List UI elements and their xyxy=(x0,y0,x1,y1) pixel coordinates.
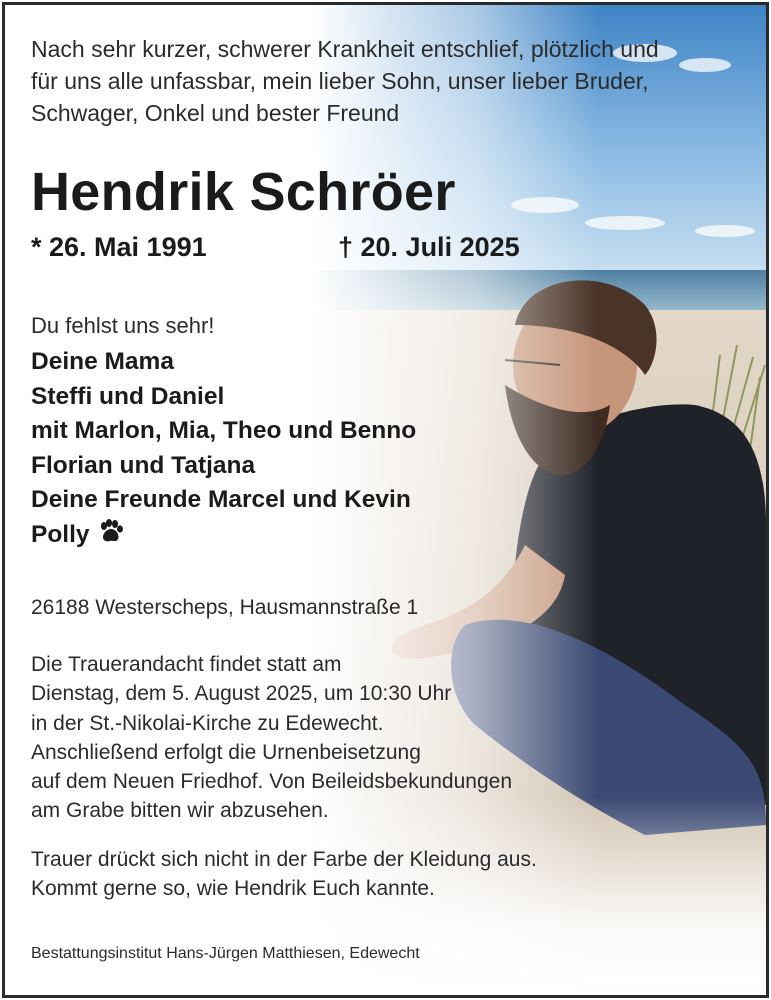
service-line: in der St.-Nikolai-Kirche zu Edewecht. xyxy=(31,711,384,735)
paw-print-icon xyxy=(98,518,124,555)
mourner-line: Deine Mama xyxy=(31,348,174,375)
funeral-home: Bestattungsinstitut Hans-Jürgen Matthiesen, Edewecht xyxy=(31,945,420,962)
service-info xyxy=(31,650,512,826)
mourner-line: Florian und Tatjana xyxy=(31,451,256,479)
service-line: auf dem Neuen Friedhof. Von Beileidsbekundungen xyxy=(31,770,513,794)
mourner-line: Deine Freunde Marcel und Kevin xyxy=(31,486,411,514)
intro-line: Nach sehr kurzer, schwerer Krankheit entschlief, plötzlich und xyxy=(31,36,659,62)
mourner-line: Steffi und Daniel xyxy=(31,382,225,410)
mourning-note xyxy=(31,845,537,904)
service-line: Anschließend erfolgt die Urnenbeisetzung xyxy=(31,740,421,764)
birth-date: * 26. Mai 1991 xyxy=(31,232,207,262)
mourning-line: Kommt gerne so, wie Hendrik Euch kannte. xyxy=(31,877,435,901)
mourners-list xyxy=(31,345,416,555)
death-date: † 20. Juli 2025 xyxy=(338,232,520,262)
missing-line: Du fehlst uns sehr! xyxy=(31,313,215,338)
intro-line: Schwager, Onkel und bester Freund xyxy=(31,100,400,126)
mourner-line: mit Marlon, Mia, Theo und Benno xyxy=(31,417,417,445)
obituary-notice xyxy=(2,2,769,998)
service-line: am Grabe bitten wir abzusehen. xyxy=(31,799,329,823)
mourning-line: Trauer drückt sich nicht in der Farbe der Kleidung aus. xyxy=(31,848,537,871)
intro-line: für uns alle unfassbar, mein lieber Sohn, unser lieber Bruder, xyxy=(31,68,649,94)
service-line: Die Trauerandacht findet statt am xyxy=(31,653,342,676)
address: 26188 Westerscheps, Hausmannstraße 1 xyxy=(31,596,419,619)
deceased-name: Hendrik Schröer xyxy=(31,162,456,222)
mourner-line-polly xyxy=(31,518,416,555)
intro-text xyxy=(31,33,659,129)
service-line: Dienstag, dem 5. August 2025, um 10:30 Uhr xyxy=(31,682,452,706)
mourner-name: Polly xyxy=(31,520,90,548)
